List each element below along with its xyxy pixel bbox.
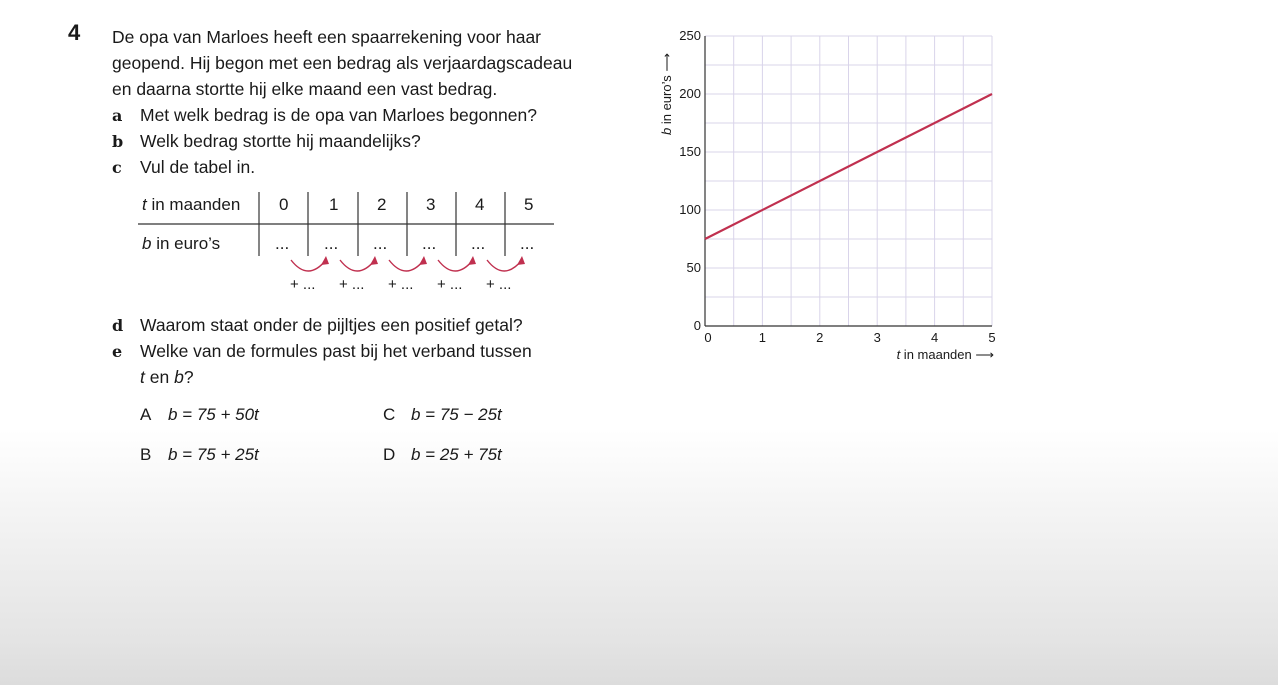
value-table xyxy=(138,190,558,300)
b-value: ... xyxy=(422,234,437,253)
b-value: ... xyxy=(520,234,535,253)
increment-label: + ... xyxy=(290,276,316,293)
formula-d-label: D xyxy=(383,445,396,464)
line-chart xyxy=(652,20,1012,370)
formula-d-text: b = 25 + 75t xyxy=(411,445,502,464)
increment-arrow xyxy=(389,260,424,271)
y-tick-label: 200 xyxy=(679,86,701,101)
part-c xyxy=(112,154,255,181)
x-tick-label: 3 xyxy=(873,330,881,345)
formula-a-text: b = 75 + 50t xyxy=(168,405,259,424)
b-value: ... xyxy=(324,234,339,253)
chart-minor-grid xyxy=(705,36,992,326)
y-tick-label: 0 xyxy=(693,318,701,333)
part-a xyxy=(112,102,537,129)
formula-b-label: B xyxy=(140,445,152,464)
arrowhead xyxy=(370,256,378,265)
increment-label: + ... xyxy=(437,276,463,293)
part-b xyxy=(112,128,421,155)
t-value: 1 xyxy=(329,195,339,214)
increment-label: + ... xyxy=(339,276,365,293)
question-intro xyxy=(112,24,632,102)
y-axis-label: b in euro’s ⟶ xyxy=(659,53,674,135)
b-value: ... xyxy=(471,234,486,253)
intro-line-3: en daarna stortte hij elke maand een vast bedrag. xyxy=(112,79,498,99)
intro-line-1: De opa van Marloes heeft een spaarrekening voor haar xyxy=(112,27,542,47)
part-c-text: Vul de tabel in. xyxy=(140,157,256,177)
t-value: 3 xyxy=(426,195,436,214)
x-tick-label: 0 xyxy=(704,330,712,345)
arrowhead xyxy=(419,256,427,265)
formula-c-label: C xyxy=(383,405,396,424)
part-e-text: Welke van de formules past bij het verband tussen xyxy=(140,341,532,361)
intro-line-2: geopend. Hij begon met een bedrag als verjaardagscadeau xyxy=(112,53,573,73)
increment-label: + ... xyxy=(486,276,512,293)
increment-arrow xyxy=(438,260,473,271)
part-d-text: Waarom staat onder de pijltjes een positief getal? xyxy=(140,315,523,335)
question-number: 4 xyxy=(68,20,81,45)
t-value: 5 xyxy=(524,195,534,214)
arrowhead xyxy=(321,256,329,265)
part-a-label: a xyxy=(112,106,123,125)
formula-b xyxy=(140,445,259,465)
y-tick-label: 150 xyxy=(679,144,701,159)
t-value: 2 xyxy=(377,195,387,214)
increment-label: + ... xyxy=(388,276,414,293)
formula-c xyxy=(383,405,502,425)
table-row2-header: b in euro’s xyxy=(142,234,221,253)
arrowhead xyxy=(517,256,525,265)
part-c-label: c xyxy=(112,158,122,177)
formula-c-text: b = 75 − 25t xyxy=(411,405,502,424)
x-tick-label: 4 xyxy=(930,330,939,345)
increment-arrow xyxy=(340,260,375,271)
arrowhead xyxy=(468,256,476,265)
x-tick-label: 2 xyxy=(816,330,824,345)
formula-b-text: b = 75 + 25t xyxy=(168,445,259,464)
x-tick-label: 5 xyxy=(988,330,996,345)
increment-arrow xyxy=(291,260,326,271)
part-d xyxy=(112,312,523,339)
part-e-line2: t en b? xyxy=(140,367,194,387)
y-tick-label: 100 xyxy=(679,202,701,217)
b-value: ... xyxy=(373,234,388,253)
y-tick-label: 50 xyxy=(686,260,701,275)
table-row1-header: t in maanden xyxy=(142,195,241,214)
y-tick-label: 250 xyxy=(679,28,701,43)
t-value: 4 xyxy=(475,195,485,214)
x-axis-label: t in maanden ⟶ xyxy=(896,347,994,362)
formula-a-label: A xyxy=(140,405,152,424)
b-value: ... xyxy=(275,234,290,253)
part-e xyxy=(112,338,532,365)
t-value: 0 xyxy=(279,195,289,214)
arrow-heads xyxy=(321,256,525,265)
part-d-label: d xyxy=(112,316,124,335)
formula-d xyxy=(383,445,502,465)
part-a-text: Met welk bedrag is de opa van Marloes begonnen? xyxy=(140,105,537,125)
part-b-text: Welk bedrag stortte hij maandelijks? xyxy=(140,131,421,151)
x-tick-label: 1 xyxy=(758,330,767,345)
increment-arrow xyxy=(487,260,522,271)
part-b-label: b xyxy=(112,132,124,151)
chart-axis-labels xyxy=(659,53,994,362)
formula-a xyxy=(140,405,259,425)
part-e-label: e xyxy=(112,342,123,361)
